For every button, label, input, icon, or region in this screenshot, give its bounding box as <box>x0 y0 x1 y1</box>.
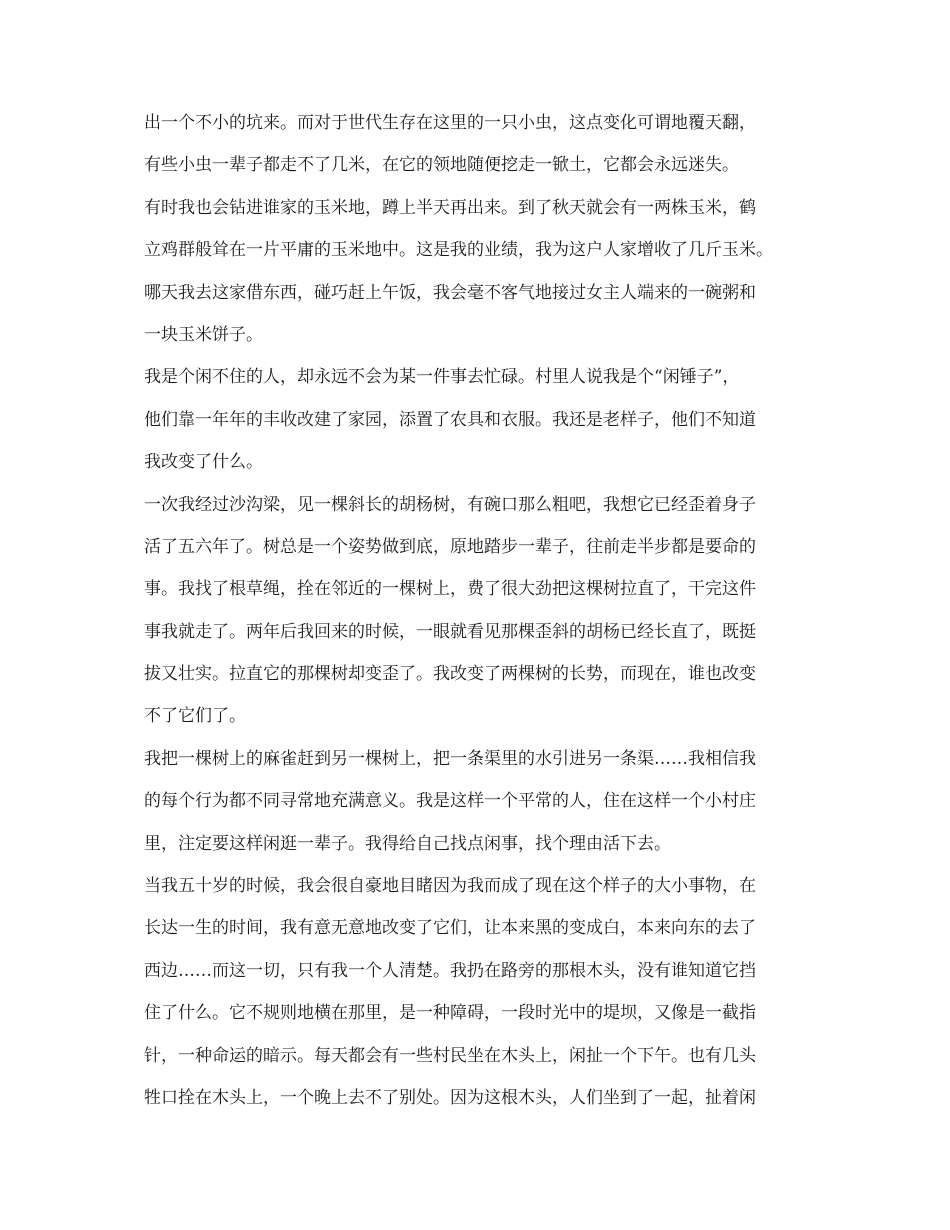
text-line: 一块玉米饼子。 <box>144 324 263 345</box>
text-line: 我把一棵树上的麻雀赶到另一棵树上，把一条渠里的水引进另一条渠……我相信我 <box>144 748 756 769</box>
text-line: 出一个不小的坑来。而对于世代生存在这里的一只小虫，这点变化可谓地覆天翻， <box>144 113 756 133</box>
text-line: 针，一种命运的暗示。每天都会有一些村民坐在木头上，闲扯一个下午。也有几头 <box>144 1045 756 1066</box>
text-line: 一次我经过沙沟梁，见一棵斜长的胡杨树，有碗口那么粗吧，我想它已经歪着身子 <box>144 494 756 515</box>
text-line: 事我就走了。两年后我回来的时候，一眼就看见那棵歪斜的胡杨已经长直了，既挺 <box>144 621 756 642</box>
text-line: 不了它们了。 <box>144 706 246 727</box>
text-line: 有时我也会钻进谁家的玉米地，蹲上半天再出来。到了秋天就会有一两株玉米，鹤 <box>144 197 756 218</box>
body-text <box>144 102 834 1119</box>
text-line: 牲口拴在木头上，一个晚上去不了别处。因为这根木头，人们坐到了一起，扯着闲 <box>144 1087 756 1108</box>
text-line: 他们靠一年年的丰收改建了家园，添置了农具和衣服。我还是老样子，他们不知道 <box>144 409 756 430</box>
text-line: 立鸡群般耸在一片平庸的玉米地中。这是我的业绩，我为这户人家增收了几斤玉米。 <box>144 240 773 261</box>
text-line: 哪天我去这家借东西，碰巧赶上午饭，我会毫不客气地接过女主人端来的一碗粥和 <box>144 282 756 303</box>
text-line: 事。我找了根草绳，拴在邻近的一棵树上，费了很大劲把这棵树拉直了，干完这件 <box>144 579 756 600</box>
text-line: 的每个行为都不同寻常地充满意义。我是这样一个平常的人，住在这样一个小村庄 <box>144 791 756 812</box>
text-line: 长达一生的时间，我有意无意地改变了它们，让本来黑的变成白，本来向东的去了 <box>144 918 756 939</box>
text-line: 里，注定要这样闲逛一辈子。我得给自己找点闲事，找个理由活下去。 <box>144 833 671 854</box>
text-line: 当我五十岁的时候，我会很自豪地目睹因为我而成了现在这个样子的大小事物，在 <box>144 876 756 897</box>
text-line: 我改变了什么。 <box>144 452 263 473</box>
text-line: 有些小虫一辈子都走不了几米，在它的领地随便挖走一锨土，它都会永远迷失。 <box>144 155 739 176</box>
text-line: 西边……而这一切，只有我一个人清楚。我扔在路旁的那根木头，没有谁知道它挡 <box>144 960 756 981</box>
text-line: 活了五六年了。树总是一个姿势做到底，原地踏步一辈子，往前走半步都是要命的 <box>144 536 756 557</box>
text-line: 我是个闲不住的人，却永远不会为某一件事去忙碌。村里人说我是个“闲锤子”， <box>144 367 740 388</box>
text-line: 拔又壮实。拉直它的那棵树却变歪了。我改变了两棵树的长势，而现在，谁也改变 <box>144 664 756 685</box>
text-line: 住了什么。它不规则地横在那里，是一种障碍，一段时光中的堤坝，又像是一截指 <box>144 1003 756 1024</box>
